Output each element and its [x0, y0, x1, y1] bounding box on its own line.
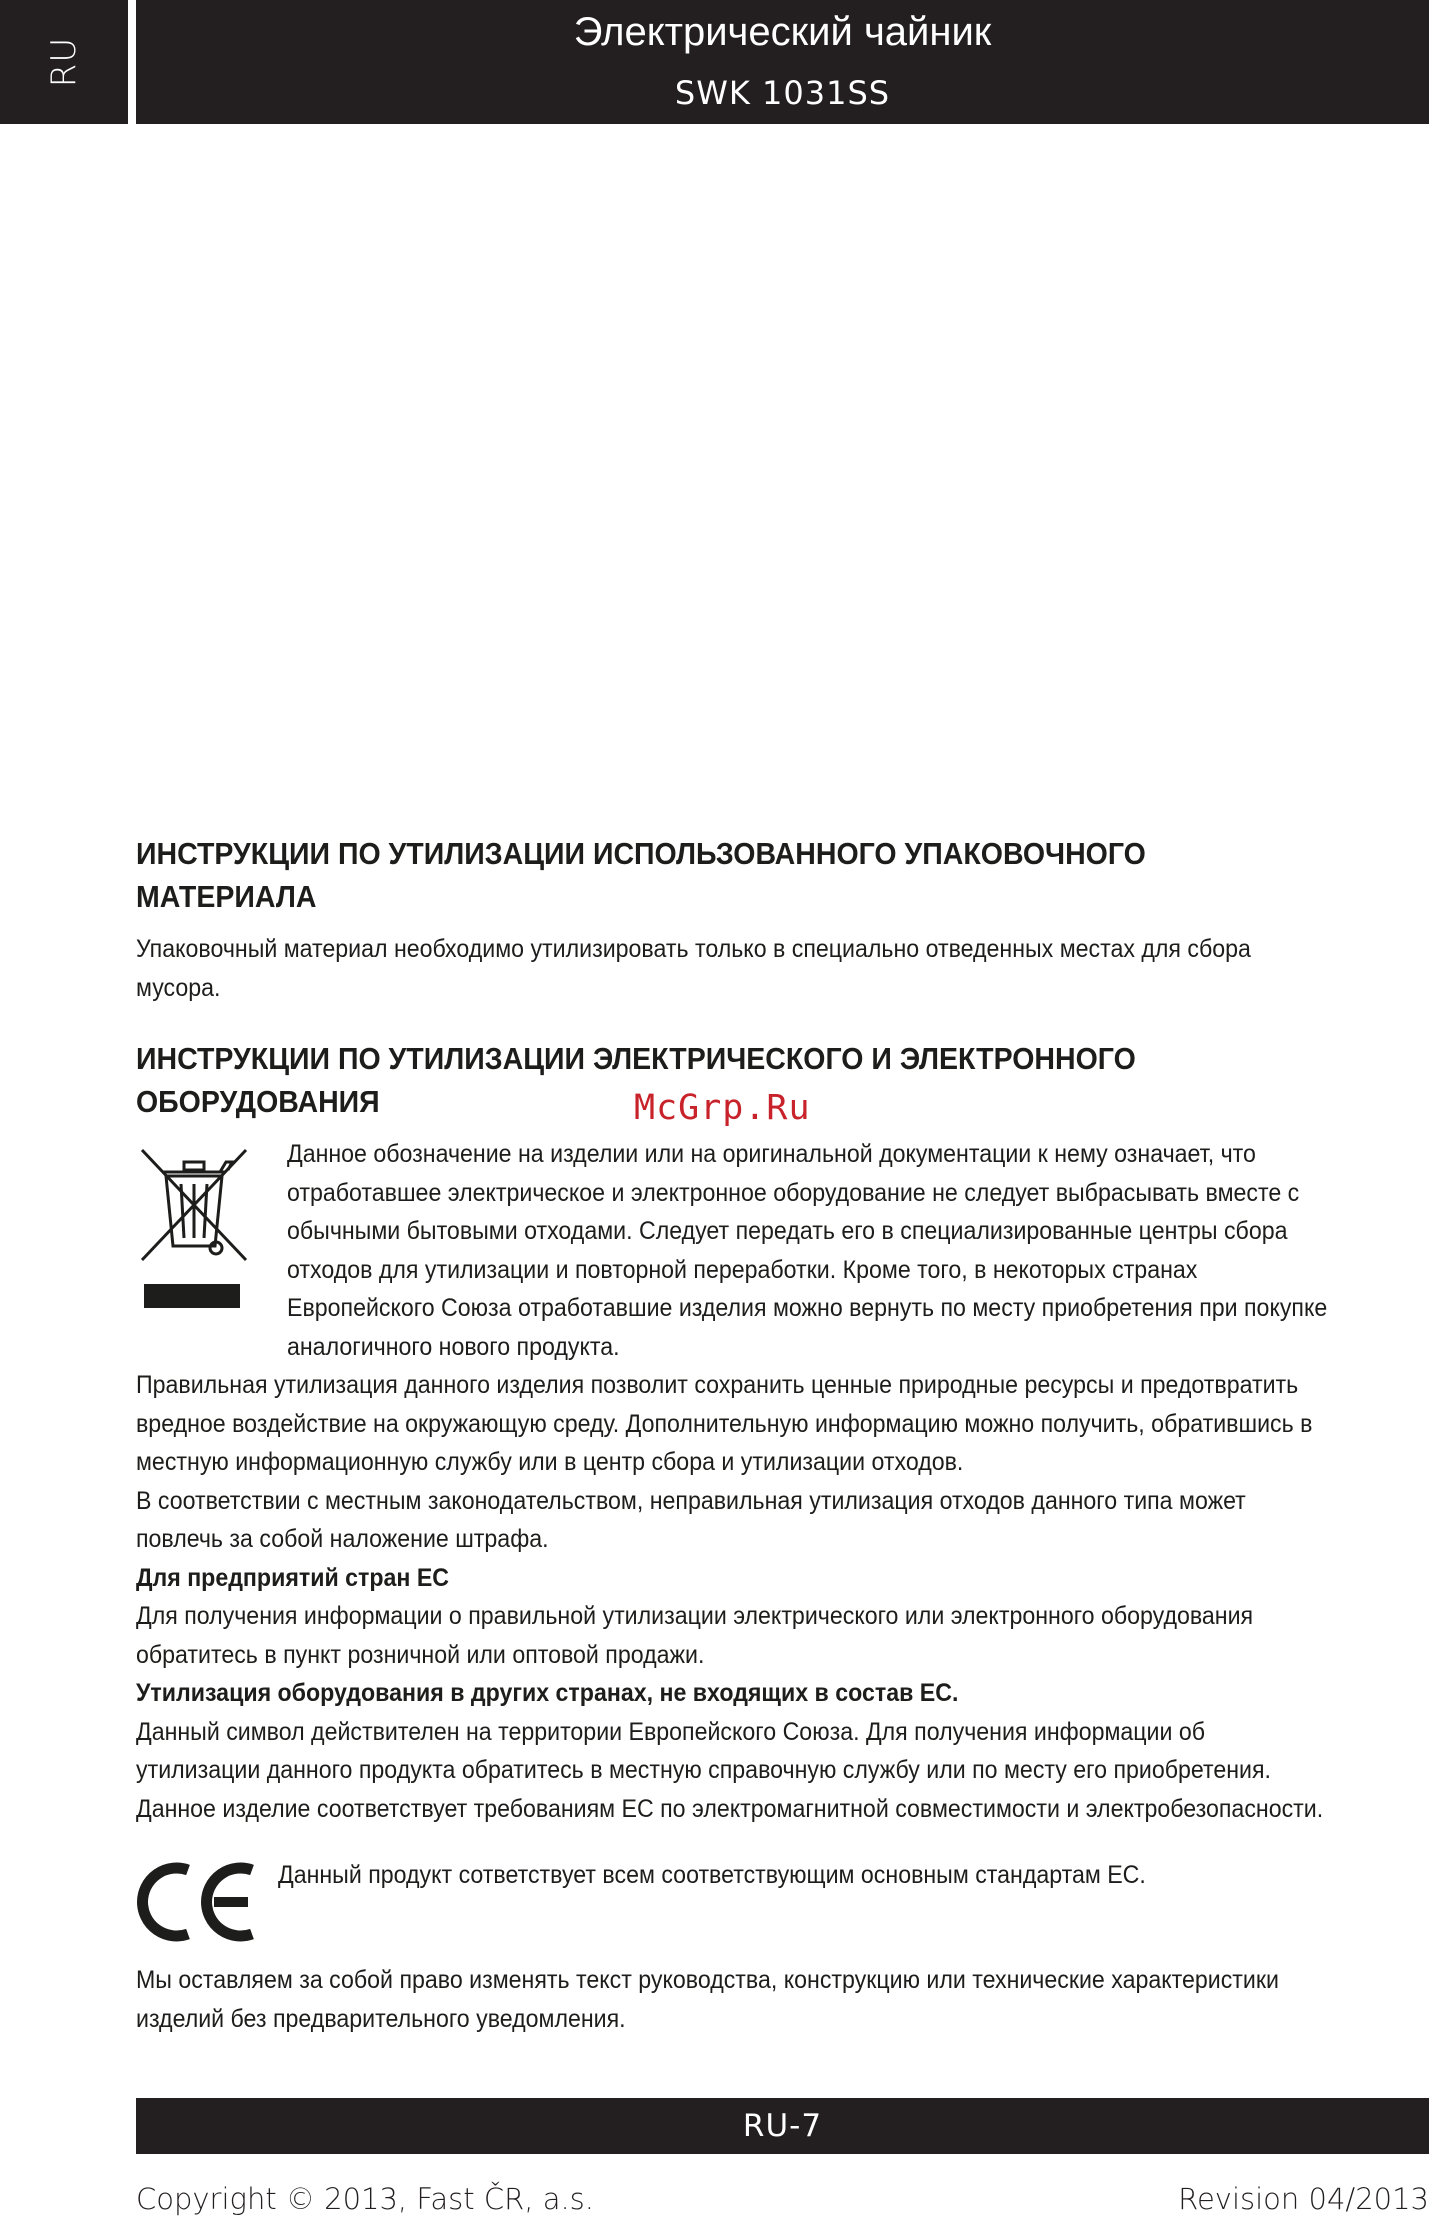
packaging-disposal-heading — [136, 832, 1240, 918]
text-line: В соответствии с местным законодательством, неправильная утилизация отходов данного типа может — [136, 1486, 1246, 1515]
text-line: Правильная утилизация данного изделия позволит сохранить ценные природные ресурсы и предотвратить — [136, 1371, 1299, 1399]
heading-line: ОБОРУДОВАНИЯ — [136, 1084, 380, 1119]
ce-mark-icon — [136, 1860, 258, 1944]
text-line: повлечь за собой наложение штрафа. — [136, 1525, 549, 1553]
non-eu-subheading: Утилизация оборудования в других странах, не входящих в состав ЕС. — [136, 1679, 959, 1707]
revision: Revision 04/2013 — [1178, 2182, 1429, 2216]
copyright: Copyright © 2013, Fast ČR, a.s. — [136, 2182, 595, 2216]
text-line: мусора. — [136, 973, 221, 1002]
text-line: местную информационную службу или в центр сбора и утилизации отходов. — [136, 1448, 964, 1476]
disposal-body-text — [136, 1366, 1426, 1828]
weee-description — [287, 1135, 1418, 1366]
page-number: RU-7 — [742, 2108, 823, 2144]
text-line: вредное воздействие на окружающую среду. Дополнительную информацию можно получить, обратившись в — [136, 1409, 1313, 1438]
eu-companies-subheading: Для предприятий стран ЕС — [136, 1563, 450, 1592]
packaging-disposal-text — [136, 930, 1348, 1007]
text-line: Европейского Союза отработавшие изделия можно вернуть по месту приобретения при покупке — [287, 1294, 1328, 1322]
ce-description — [278, 1856, 1221, 1895]
text-line: отходов для утилизации и повторной переработки. Кроме того, в некоторых странах — [287, 1255, 1198, 1284]
text-line: Данный символ действителен на территории Европейского Союза. Для получения информации об — [136, 1717, 1206, 1746]
header-bar — [136, 0, 1429, 124]
heading-line: МАТЕРИАЛА — [136, 879, 317, 914]
document-title: Электрический чайник — [573, 10, 992, 54]
text-line: аналогичного нового продукта. — [287, 1332, 620, 1361]
text-line: Данное обозначение на изделии или на оригинальной документации к нему означает, что — [287, 1140, 1256, 1168]
text-line: обычными бытовыми отходами. Следует передать его в специализированные центры сбора — [287, 1217, 1288, 1245]
language-code: RU — [44, 36, 84, 88]
text-line: обратитесь в пункт розничной или оптовой продажи. — [136, 1640, 705, 1669]
rights-reserved-text — [136, 1961, 1378, 2038]
text-line: утилизации данного продукта обратитесь в местную справочную службу или по месту его приобретения. — [136, 1756, 1271, 1784]
text-line: Данный продукт сответствует всем соответствующим основным стандартам ЕС. — [278, 1861, 1146, 1889]
language-tab — [0, 0, 128, 124]
model-number: SWK 1031SS — [674, 74, 891, 112]
text-line: Упаковочный материал необходимо утилизировать только в специально отведенных местах для сбора — [136, 935, 1251, 963]
text-line: изделий без предварительного уведомления. — [136, 2004, 626, 2033]
text-line: Для получения информации о правильной утилизации электрического или электронного оборудования — [136, 1602, 1254, 1630]
watermark: McGrp.Ru — [634, 1088, 811, 1128]
text-line: Мы оставляем за собой право изменять текст руководства, конструкцию или технические характеристики — [136, 1966, 1279, 1994]
heading-line: ИНСТРУКЦИИ ПО УТИЛИЗАЦИИ ЭЛЕКТРИЧЕСКОГО И ЭЛЕКТРОННОГО — [136, 1041, 1136, 1076]
weee-crossed-bin-icon — [136, 1142, 252, 1312]
page-number-bar — [136, 2098, 1429, 2154]
text-line: отработавшее электрическое и электронное оборудование не следует выбрасывать вместе с — [287, 1178, 1300, 1207]
heading-line: ИНСТРУКЦИИ ПО УТИЛИЗАЦИИ ИСПОЛЬЗОВАННОГО УПАКОВОЧНОГО — [136, 836, 1146, 871]
text-line: Данное изделие соответствует требованиям ЕС по электромагнитной совместимости и электробезопасности. — [136, 1794, 1324, 1823]
